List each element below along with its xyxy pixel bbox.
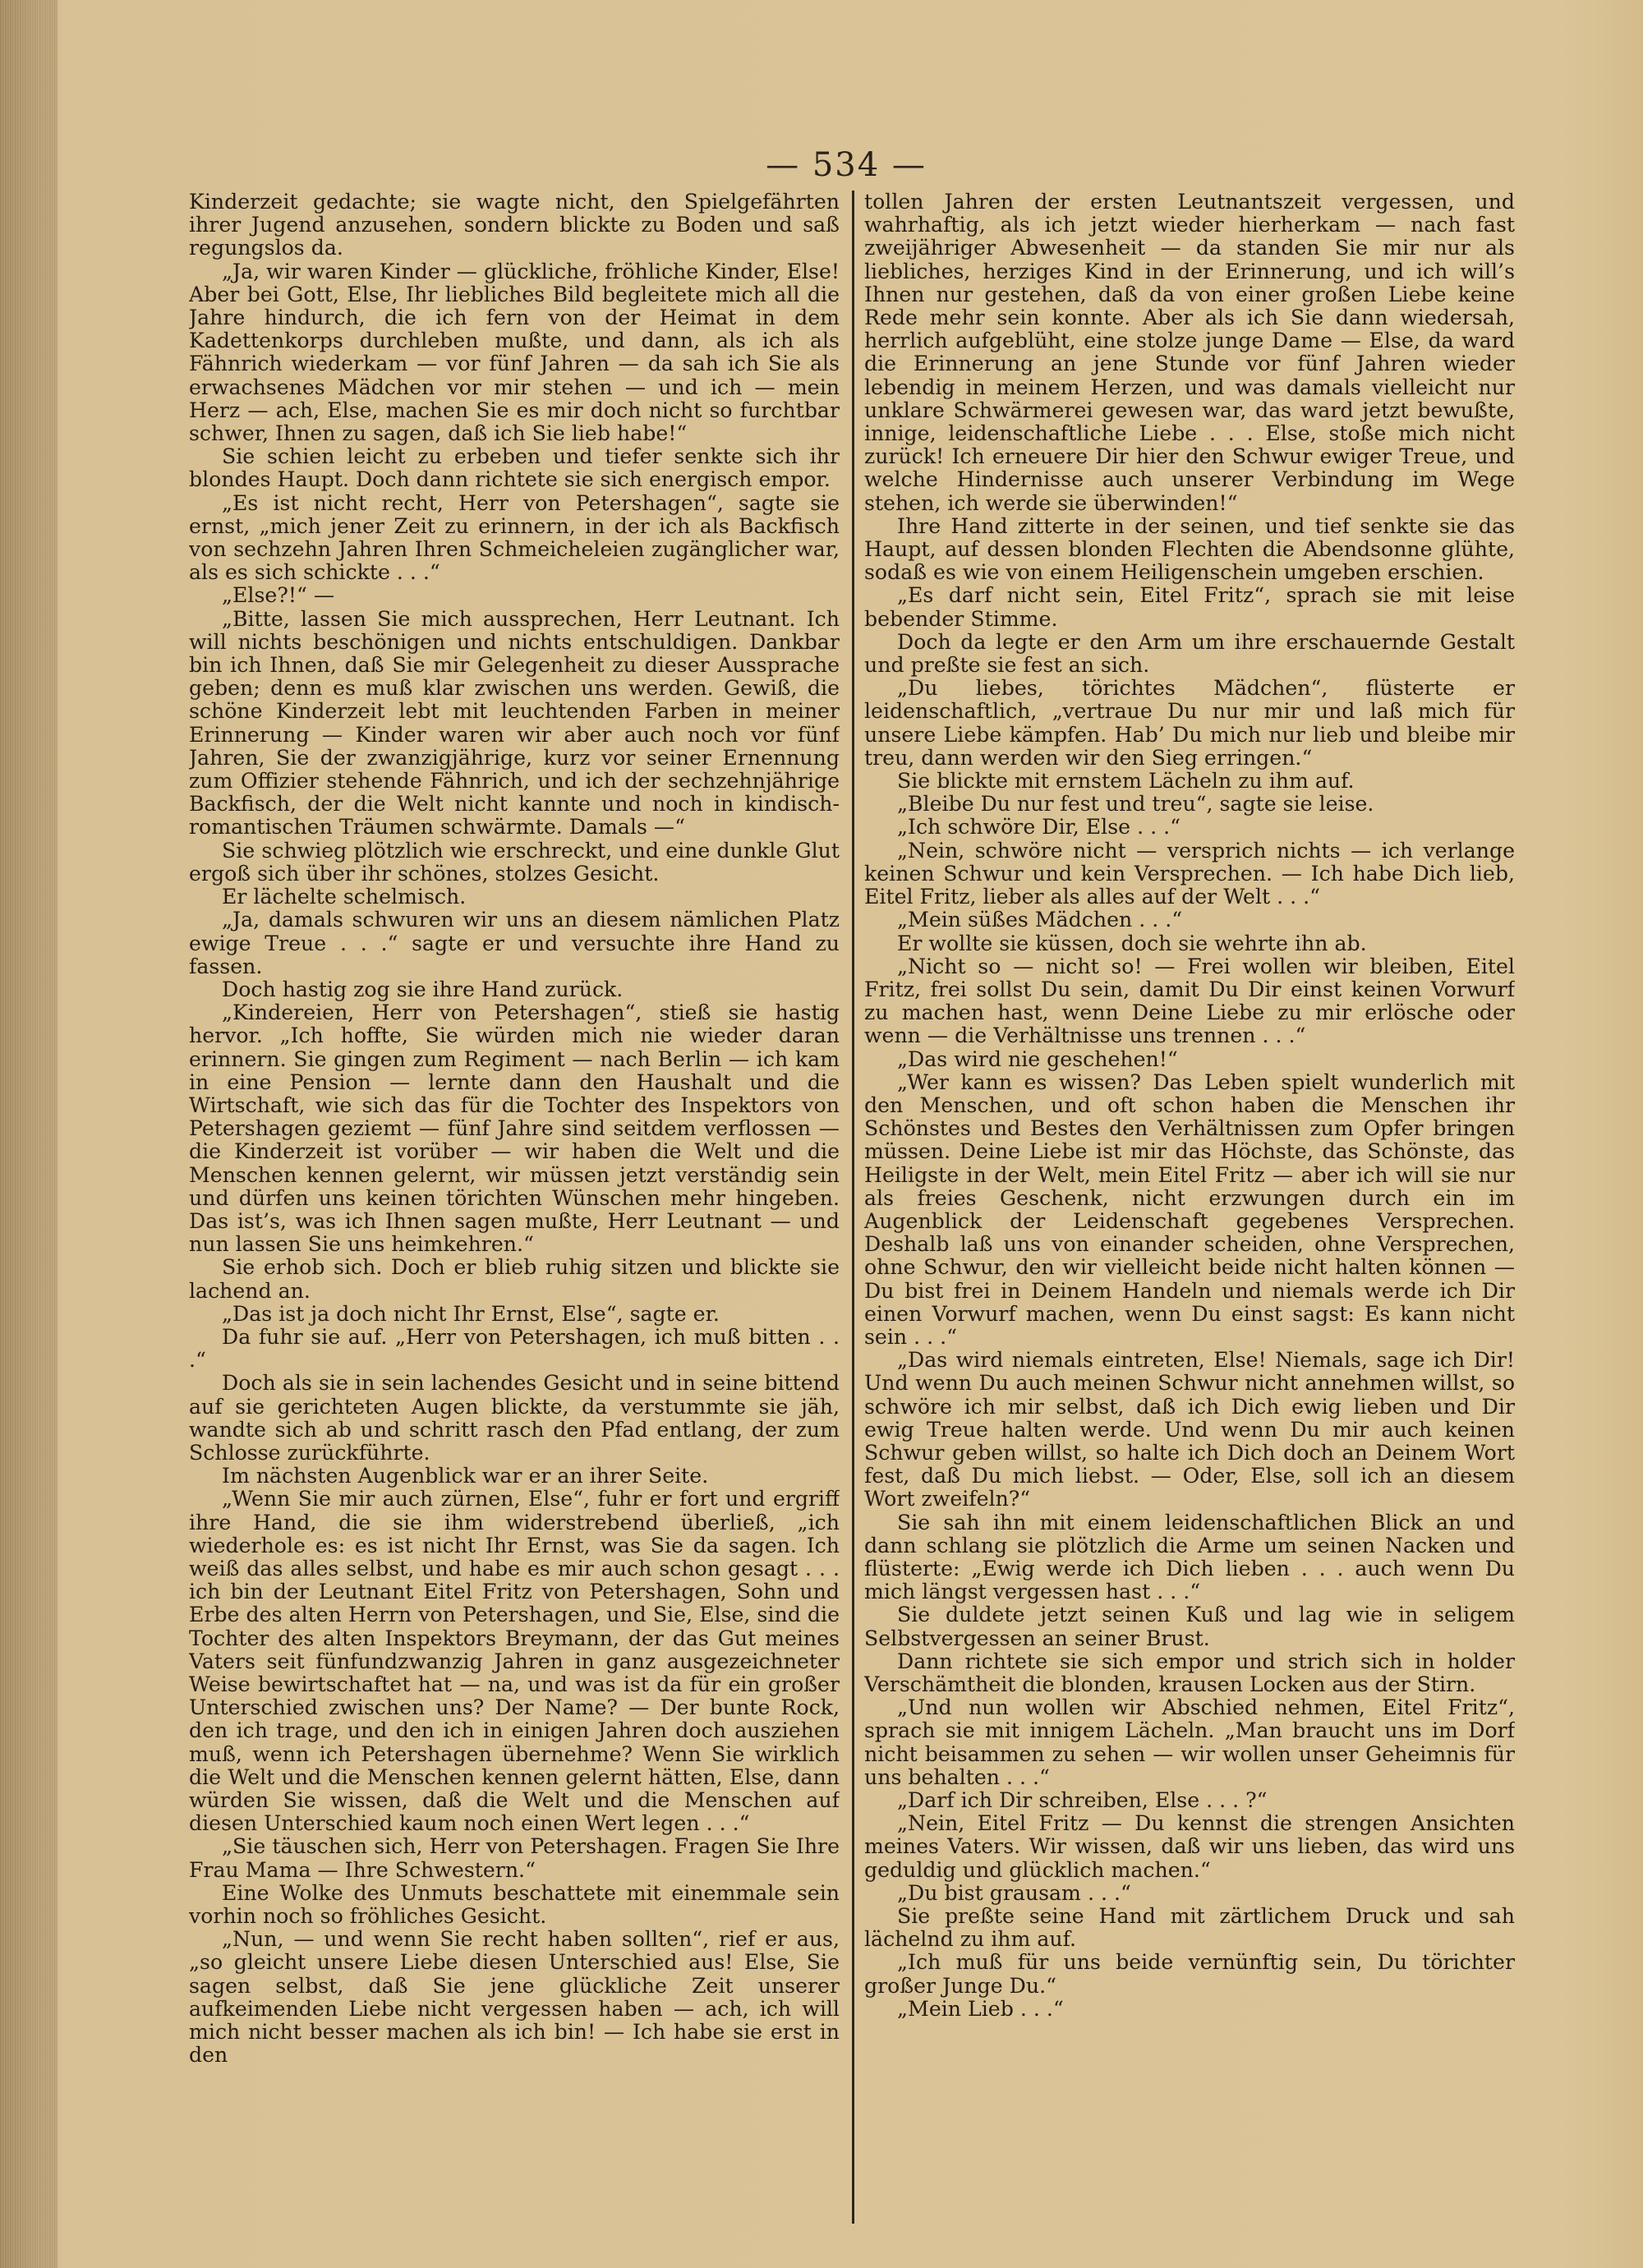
paragraph: „Kindereien, Herr von Petershagen“, stieß sie hastig hervor. „Ich hoffte, Sie würden mich nie wieder daran erinnern. Sie gingen zum Regiment — nach Berlin — ich kam in eine Pension — lernte dann den Haushalt und die Wirtschaft, wie sich das für die Tochter des Inspektors von Petershagen geziemt — fünf Jahre sind seitdem verflossen — die Kinderzeit ist vorüber — wir haben die Welt und die Menschen kennen gelernt, wir müssen jetzt verständig sein und dürfen uns keinen törichten Wünschen mehr hingeben. Das ist’s, was ich Ihnen sagen mußte, Herr Leutnant — und nun lassen Sie uns heimkehren.“: [189, 1001, 840, 1257]
paragraph: Im nächsten Augenblick war er an ihrer Seite.: [222, 1464, 709, 1488]
paragraph: Sie schwieg plötzlich wie erschreckt, und eine dunkle Glut ergoß sich über ihr schönes, stolzes Gesicht.: [189, 838, 840, 886]
paragraph: Sie sah ihn mit einem leidenschaftlichen Blick an und dann schlang sie plötzlich die Arme um seinen Nacken und flüsterte: „Ewig werde ich Dich lieben . . . auch wenn Du mich längst vergessen hast . . .“: [864, 1510, 1515, 1604]
paragraph: „Nun, — und wenn Sie recht haben sollten“, rief er aus, „so gleicht unsere Liebe diesen Unterschied aus! Else, Sie sagen selbst, daß Sie jene glückliche Zeit unserer aufkeimenden Liebe nicht vergessen haben — ach, ich will mich nicht besser machen als ich bin! — Ich habe sie erst in den: [189, 1927, 840, 2068]
paragraph: „Das wird nie geschehen!“: [897, 1047, 1178, 1071]
paragraph: „Nein, schwöre nicht — versprich nichts — ich verlange keinen Schwur und kein Versprechen. — Ich habe Dich lieb, Eitel Fritz, lieber als alles auf der Welt . . .“: [864, 838, 1515, 909]
paragraph: Ihre Hand zitterte in der seinen, und tief senkte sie das Haupt, auf dessen blonden Flechten die Abendsonne glühte, sodaß es wie von einem Heiligenschein umgeben erschien.: [864, 513, 1515, 585]
paragraph: Er lächelte schelmisch.: [222, 885, 467, 909]
paragraph: „Darf ich Dir schreiben, Else . . . ?“: [897, 1788, 1268, 1813]
paragraph: Er wollte sie küssen, doch sie wehrte ihn ab.: [897, 931, 1367, 955]
paragraph: „Nein, Eitel Fritz — Du kennst die strengen Ansichten meines Vaters. Wir wissen, daß wir uns lieben, das wird uns geduldig und glücklich machen.“: [864, 1811, 1515, 1882]
paragraph: „Ich schwöre Dir, Else . . .“: [897, 815, 1180, 840]
paragraph: „Sie täuschen sich, Herr von Petershagen. Fragen Sie Ihre Frau Mama — Ihre Schwestern.“: [189, 1834, 840, 1882]
paragraph: Eine Wolke des Unmuts beschattete mit einemmale sein vorhin noch so fröhliches Gesicht.: [189, 1880, 840, 1929]
paragraph: tollen Jahren der ersten Leutnantszeit vergessen, und wahrhaftig, als ich jetzt wieder hierherkam — nach fast zweijähriger Abwesenheit — da standen Sie mir nur als liebliches, herziges Kind in der Erinnerung, und ich will’s Ihnen nur gestehen, daß da von einer großen Liebe keine Rede mehr sein konnte. Aber als ich Sie dann wiedersah, herrlich aufgeblüht, eine stolze junge Dame — Else, da ward die Erinnerung an jene Stunde vor fünf Jahren wieder lebendig in meinem Herzen, und was damals vielleicht nur unklare Schwärmerei gewesen war, das ward jetzt bewußte, innige, leidenschaftliche Liebe . . . Else, stoße mich nicht zurück! Ich erneuere Dir hier den Schwur ewiger Treue, und welche Hindernisse auch unserer Verbindung im Wege stehen, ich werde sie überwinden!“: [864, 191, 1515, 515]
paragraph: Doch hastig zog sie ihre Hand zurück.: [222, 977, 624, 1001]
paragraph: Sie blickte mit ernstem Lächeln zu ihm auf.: [897, 769, 1355, 794]
paragraph: „Bleibe Du nur fest und treu“, sagte sie leise.: [897, 792, 1374, 817]
paragraph: „Ja, wir waren Kinder — glückliche, fröhliche Kinder, Else! Aber bei Gott, Else, Ihr liebliches Bild begleitete mich all die Jahre hindurch, die ich fern von der Heimat in dem Kadettenkorps durchleben mußte, und dann, als ich als Fähnrich wiederkam — vor fünf Jahren — da sah ich Sie als erwachsenes Mädchen vor mir stehen — und ich — mein Herz — ach, Else, machen Sie es mir doch nicht so furchtbar schwer, Ihnen zu sagen, daß ich Sie lieb habe!“: [189, 259, 840, 446]
paragraph: „Du bist grausam . . .“: [897, 1880, 1131, 1905]
paragraph: „Ja, damals schwuren wir uns an diesem nämlichen Platz ewige Treue . . .“ sagte er und versuchte ihre Hand zu fassen.: [189, 908, 840, 978]
paragraph: Doch als sie in sein lachendes Gesicht und in seine bittend auf sie gerichteten Augen blickte, da verstummte sie jäh, wandte sich ab und schritt rasch den Pfad entlang, der zum Schlosse zurückführte.: [189, 1371, 840, 1465]
book-page-edges: [0, 0, 58, 2268]
paragraph: Doch da legte er den Arm um ihre erschauernde Gestalt und preßte sie fest an sich.: [864, 629, 1515, 678]
paragraph: Sie preßte seine Hand mit zärtlichem Druck und sah lächelnd zu ihm auf.: [864, 1904, 1515, 1952]
paragraph: „Wer kann es wissen? Das Leben spielt wunderlich mit den Menschen, und oft schon haben die Menschen ihr Schönstes und Bestes den Verhältnissen zum Opfer bringen müssen. Deine Liebe ist mir das Höchste, das Schönste, das Heiligste in der Welt, mein Eitel Fritz — aber ich will sie nur als freies Geschenk, nicht erzwungen durch ein im Augenblick der Leidenschaft gegebenes Versprechen. Deshalb laß uns von einander scheiden, ohne Versprechen, ohne Schwur, den wir vielleicht beide nicht halten können — Du bist frei in Deinem Handeln und niemals werde ich Dir einen Vorwurf machen, wenn Du einst sagst: Es kann nicht sein . . .“: [864, 1070, 1515, 1349]
paragraph: „Mein Lieb . . .“: [897, 1996, 1064, 2021]
paragraph: „Es darf nicht sein, Eitel Fritz“, sprach sie mit leise bebender Stimme.: [864, 583, 1515, 631]
paragraph: Dann richtete sie sich empor und strich sich in holder Verschämtheit die blonden, krausen Locken aus der Stirn.: [864, 1649, 1515, 1696]
paragraph: Da fuhr sie auf. „Herr von Petershagen, ich muß bitten . . .“: [189, 1324, 840, 1373]
paragraph: „Nicht so — nicht so! — Frei wollen wir bleiben, Eitel Fritz, frei sollst Du sein, damit Du Dir einst keinen Vorwurf zu machen hast, wenn Deine Liebe zu mir erlösche oder wenn — die Verhältnisse uns trennen . . .“: [864, 954, 1515, 1048]
paragraph: „Und nun wollen wir Abschied nehmen, Eitel Fritz“, sprach sie mit innigem Lächeln. „Man braucht uns im Dorf nicht beisammen zu sehen — wir wollen unser Geheimnis für uns behalten . . .“: [864, 1695, 1515, 1789]
paragraph: „Wenn Sie mir auch zürnen, Else“, fuhr er fort und ergriff ihre Hand, die sie ihm widerstrebend überließ, „ich wiederhole es: es ist nicht Ihr Ernst, was Sie da sagen. Ich weiß das alles selbst, und habe es mir auch schon gesagt . . . ich bin der Leutnant Eitel Fritz von Petershagen, Sohn und Erbe des alten Herrn von Petershagen, und Sie, Else, sind die Tochter des alten Inspektors Breymann, der das Gut meines Vaters seit fünfundzwanzig Jahren in ganz ausgezeichneter Weise bewirtschaftet hat — na, und was ist da für ein großer Unterschied zwischen uns? Der Name? — Der bunte Rock, den ich trage, und den ich in einigen Jahren doch ausziehen muß, wenn ich Petershagen übernehme? Wenn Sie wirklich die Welt und die Menschen kennen gelernt hätten, Else, dann würden Sie wissen, daß die Welt und die Menschen auf diesen Unterschied kaum noch einen Wert legen . . .“: [189, 1487, 840, 1836]
page-number: — 534 —: [766, 146, 927, 184]
paragraph: „Es ist nicht recht, Herr von Petershagen“, sagte sie ernst, „mich jener Zeit zu erinnern, in der ich als Backfisch von sechzehn Jahren Ihren Schmeicheleien zugänglicher war, als es sich schickte . . .“: [189, 490, 840, 585]
paragraph: „Else?!“ —: [222, 583, 335, 608]
paragraph: Sie erhob sich. Doch er blieb ruhig sitzen und blickte sie lachend an.: [189, 1255, 840, 1303]
paragraph: Sie schien leicht zu erbeben und tiefer senkte sich ihr blondes Haupt. Doch dann richtete sie sich energisch empor.: [189, 444, 840, 492]
paragraph: „Du liebes, törichtes Mädchen“, flüsterte er leidenschaftlich, „vertraue Du nur mir und laß mich für unsere Liebe kämpfen. Hab’ Du mich nur lieb und bleibe mir treu, dann werden wir den Sieg erringen.“: [864, 676, 1515, 770]
paragraph: „Mein süßes Mädchen . . .“: [897, 908, 1183, 932]
column-divider: [852, 191, 854, 2224]
paragraph: „Bitte, lassen Sie mich aussprechen, Herr Leutnant. Ich will nichts beschönigen und nichts entschuldigen. Dankbar bin ich Ihnen, daß Sie mir Gelegenheit zu dieser Aussprache geben; denn es muß klar zwischen uns werden. Gewiß, die schöne Kinderzeit lebt mit leuchtenden Farben in meiner Erinnerung — Kinder waren wir aber auch noch vor fünf Jahren, Sie der zwanzigjährige, kurz vor seiner Ernennung zum Offizier stehende Fähnrich, und ich der sechzehnjährige Backfisch, der die Welt nicht kannte und noch in kindisch-romantischen Träumen schwärmte. Damals —“: [189, 606, 840, 840]
paragraph: „Das wird niemals eintreten, Else! Niemals, sage ich Dir! Und wenn Du auch meinen Schwur nicht annehmen willst, so schwöre ich mir selbst, daß ich Dich ewig lieben und Dir ewig Treue halten werde. Und wenn Du mir auch keinen Schwur geben willst, so halte ich Dich doch an Deinem Wort fest, daß Du mich liebst. — Oder, Else, soll ich an diesem Wort zweifeln?“: [864, 1348, 1515, 1511]
paragraph: Sie duldete jetzt seinen Kuß und lag wie in seligem Selbstvergessen an seiner Brust.: [864, 1603, 1515, 1650]
paragraph: Kinderzeit gedachte; sie wagte nicht, den Spielgefährten ihrer Jugend anzusehen, sondern blickte zu Boden und saß regungslos da.: [189, 191, 840, 260]
paragraph: „Ich muß für uns beide vernünftig sein, Du törichter großer Junge Du.“: [864, 1950, 1515, 1998]
text-column-right: [864, 191, 1515, 2228]
paragraph: „Das ist ja doch nicht Ihr Ernst, Else“, sagte er.: [222, 1301, 720, 1326]
text-column-left: [189, 191, 840, 2228]
